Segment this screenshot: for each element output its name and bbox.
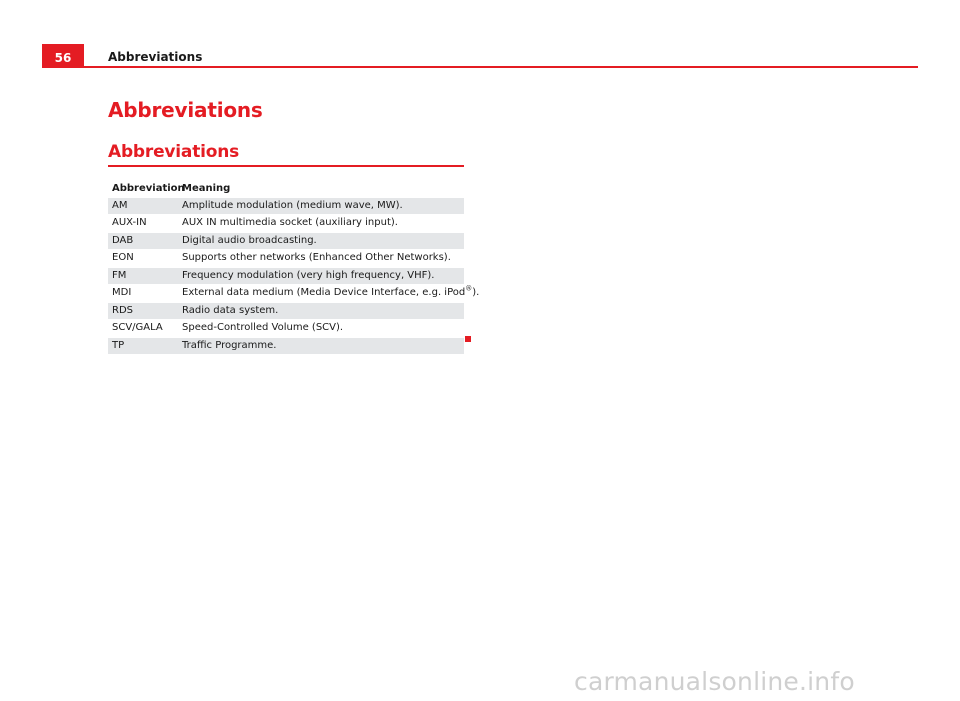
abbreviation-cell: DAB — [108, 232, 178, 250]
section-heading: Abbreviations — [108, 142, 240, 162]
meaning-cell: Speed-Controlled Volume (SCV). — [178, 320, 464, 338]
meaning-cell: Amplitude modulation (medium wave, MW). — [178, 198, 464, 215]
table-row — [108, 320, 464, 338]
table-row — [108, 302, 464, 320]
abbreviations-table — [108, 181, 480, 355]
section-rule — [108, 165, 464, 167]
watermark-text: carmanualsonline.info — [574, 667, 855, 696]
abbreviation-cell: FM — [108, 267, 178, 285]
section-end-marker — [465, 336, 471, 342]
header-rule — [84, 66, 918, 68]
meaning-cell — [178, 284, 480, 303]
abbreviation-cell: AUX-IN — [108, 215, 178, 233]
meaning-cell: Frequency modulation (very high frequency, VHF). — [178, 267, 464, 285]
table-header-row — [108, 181, 464, 198]
table-row — [108, 215, 464, 233]
meaning-cell: Traffic Programme. — [178, 337, 464, 355]
registered-mark: ® — [465, 284, 473, 293]
meaning-cell: Radio data system. — [178, 302, 464, 320]
table-row — [108, 232, 464, 250]
abbreviation-cell: EON — [108, 250, 178, 268]
header-title: Abbreviations — [108, 50, 203, 64]
table-row — [108, 250, 464, 268]
meaning-suffix: ). — [472, 287, 480, 298]
abbreviation-cell: TP — [108, 337, 178, 355]
page-header — [0, 0, 960, 70]
table-row — [108, 267, 464, 285]
meaning-cell: AUX IN multimedia socket (auxiliary input). — [178, 215, 464, 233]
meaning-cell: Digital audio broadcasting. — [178, 232, 464, 250]
meaning-cell: Supports other networks (Enhanced Other Networks). — [178, 250, 464, 268]
abbreviation-cell: RDS — [108, 302, 178, 320]
table-row — [108, 198, 464, 215]
column-header-abbreviation: Abbreviation — [112, 183, 185, 194]
abbreviation-cell: AM — [108, 198, 178, 215]
chapter-heading: Abbreviations — [108, 98, 263, 122]
page-number: 56 — [42, 44, 84, 68]
abbreviation-cell: MDI — [108, 285, 178, 303]
table-row — [108, 337, 464, 355]
table-row — [108, 285, 464, 303]
abbreviation-cell: SCV/GALA — [108, 320, 178, 338]
column-header-meaning: Meaning — [182, 183, 231, 194]
meaning-text: External data medium (Media Device Interface, e.g. iPod — [182, 287, 466, 298]
